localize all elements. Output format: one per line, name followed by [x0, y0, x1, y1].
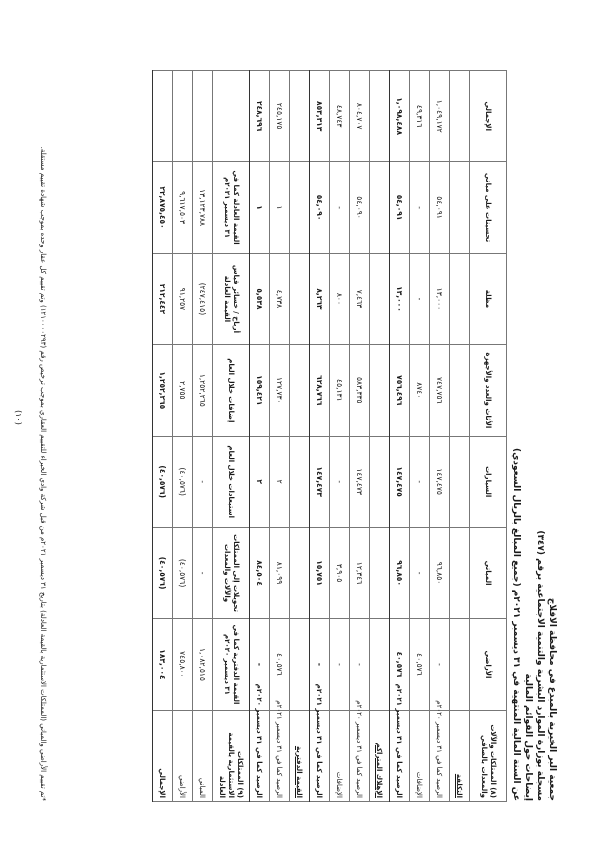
ppe-value-cell: ١	[270, 162, 290, 253]
inv-col-header: أرباح / خسائر قياس القيمة العادلة	[213, 253, 250, 344]
ppe-row-label: القيمة الدفترية	[290, 710, 310, 801]
ppe-value-cell: ٥٤,٠٩١	[430, 162, 450, 253]
inv-value-cell: (٤٠,٥٧٦)	[153, 436, 173, 527]
ppe-value-cell: ٢٤٥,١٧٥	[270, 71, 290, 162]
ppe-value-cell: ٤٥,١٣١	[330, 345, 350, 436]
ppe-value-cell	[370, 162, 390, 253]
col-header: تحسينات على مباني	[470, 162, 507, 253]
inv-spacer-cell	[173, 71, 193, 162]
ppe-value-cell: ٤٠,٥٧٦	[270, 619, 290, 710]
ppe-value-cell: ٧,٤٦٣	[350, 253, 370, 344]
ppe-value-cell: ٤٠,٥٧٦	[390, 619, 410, 710]
ppe-value-cell	[450, 436, 470, 527]
ppe-value-cell	[290, 527, 310, 618]
ppe-value-cell: ١٣,٠٠٠	[390, 253, 410, 344]
ppe-value-cell: ٨٤,٥٠٤	[250, 527, 270, 618]
ppe-row	[330, 71, 350, 802]
ppe-table	[152, 70, 507, 802]
inv-value-cell: ١,٢٥٢,٢٦٥	[193, 345, 213, 436]
ppe-value-cell	[290, 71, 310, 162]
inv-value-cell: -	[193, 436, 213, 527]
ppe-value-cell	[290, 253, 310, 344]
inv-spacer-cell	[153, 71, 173, 162]
ppe-value-cell: ٨٧٤٠	[410, 345, 430, 436]
inv-col-spacer	[213, 71, 250, 162]
inv-spacer-cell	[193, 71, 213, 162]
ppe-value-cell: ٩٦,٨٥٠	[430, 527, 450, 618]
ppe-value-cell: ١٣,٠٠٠	[430, 253, 450, 344]
ppe-value-cell: ٧٥٦,٤٩٦	[390, 345, 410, 436]
ppe-value-cell: ٨,٢٦٣	[310, 253, 330, 344]
ppe-value-cell: ١٢٧,٧٣٠	[270, 345, 290, 436]
ppe-value-cell: -	[310, 619, 330, 710]
ppe-row	[270, 71, 290, 802]
ppe-value-cell: -	[410, 527, 430, 618]
ppe-value-cell: ١	[250, 162, 270, 253]
ppe-value-cell: ٥٤,٠٩١	[390, 162, 410, 253]
inv-value-cell: ١٨٣,٠٠٤	[153, 619, 173, 710]
ppe-row-label: الرصيد كما في ٣١ ديسمبر ٢٠٢٠م	[250, 710, 270, 801]
ppe-value-cell: ٥٨٣,٣٣٥	[350, 345, 370, 436]
ppe-value-cell	[290, 345, 310, 436]
inv-value-cell: ١,٢٥٢,٢٦٥	[153, 345, 173, 436]
ppe-value-cell	[370, 253, 390, 344]
ppe-value-cell: -	[330, 162, 350, 253]
ppe-value-cell	[450, 71, 470, 162]
ppe-value-cell: ٢	[250, 436, 270, 527]
ppe-value-cell: -	[330, 436, 350, 527]
ppe-value-cell: ١٥٩,٤٢١	[250, 345, 270, 436]
inv-value-cell: ٢٢,٨٧٥,٤٥٠	[153, 162, 173, 253]
ppe-value-cell: ٩٦,٨٥٠	[390, 527, 410, 618]
col-header: المباني	[470, 527, 507, 618]
col-header: مظلة	[470, 253, 507, 344]
ppe-value-cell: -	[410, 162, 430, 253]
footnote: *تم تقييم الأراضي والمباني (الممتلكات الاستثمارية بالقيمة العادلة) بتاريخ ٣١ ديسمبر ٢٠٢١م من قبل شركة وادي الخبراء للتقييم العقاري بموجب ترخيص رقم (١٢١٠٠٠٠٢٩٣) وتم تقييم كل عقار وحده بموجب شهادة تقييم مستقلة.	[39, 146, 47, 801]
ppe-value-cell	[370, 71, 390, 162]
page-number: (١٠)	[14, 410, 23, 425]
ppe-row-label: الرصيد كما في ٣١ ديسمبر ٢٠٢١م	[390, 710, 410, 801]
inv-value-cell: ٢,٧٥٥	[173, 345, 193, 436]
inv-value-cell: ٩١,٢٥٧	[173, 253, 193, 344]
inv-col-header: إضافات خلال العام	[213, 345, 250, 436]
ppe-value-cell: -	[330, 619, 350, 710]
ppe-row	[350, 71, 370, 802]
inv-row	[153, 71, 173, 802]
inv-row-label: الإجمالي	[153, 710, 173, 801]
ppe-value-cell: ٤٠,٥٧٦	[410, 619, 430, 710]
ppe-value-cell: ١,٠٩٨,٤٨٨	[390, 71, 410, 162]
inv-row-label: المباني	[193, 710, 213, 801]
ppe-value-cell	[450, 345, 470, 436]
inv-value-cell: (٤٠,٥٧٦)	[173, 436, 193, 527]
inv-value-cell: ٢١٢,٤٤٢	[153, 253, 173, 344]
registration-line: مسجلة بوزارة الموارد البشرية والتنمية الاجتماعية برقم (٣٤٧)	[535, 530, 545, 801]
ppe-value-cell	[450, 619, 470, 710]
ppe-value-cell: ٨٠٠	[330, 253, 350, 344]
ppe-value-cell	[370, 527, 390, 618]
ppe-row-label: التكلفة	[450, 710, 470, 801]
inv-row	[173, 71, 193, 802]
inv-col-header: استبعادات خلال العام	[213, 436, 250, 527]
ppe-row-label: الرصيد كما في ٣١ ديسمبر ٢٠٢٠م	[430, 710, 450, 801]
ppe-title-cell: (٨) الممتلكات والآلات والمعدات بالصافي	[470, 710, 507, 801]
inv-value-cell: (٤٠,٥٧٦)	[173, 527, 193, 618]
ppe-value-cell: ٨١,٠٩٩	[270, 527, 290, 618]
ppe-value-cell: ٢	[270, 436, 290, 527]
inv-value-cell: ٧٤٥,٨٠٠	[173, 619, 193, 710]
ppe-header-row	[470, 71, 507, 802]
ppe-value-cell: ٤٩,٣١٦	[410, 71, 430, 162]
notes-title: إيضاحات حول القوائم المالية	[523, 673, 533, 801]
ppe-row	[310, 71, 330, 802]
ppe-row	[290, 71, 310, 802]
ppe-value-cell: ٨٥٣,٣١٣	[310, 71, 330, 162]
ppe-row	[370, 71, 390, 802]
ppe-row	[410, 71, 430, 802]
ppe-value-cell: ٨٠٤,٧٠٧	[350, 71, 370, 162]
col-header: الإجمالي	[470, 71, 507, 162]
ppe-value-cell: ١٤٧,٤٧٣	[350, 436, 370, 527]
ppe-value-cell: ١٤٧,٤٧٣	[310, 436, 330, 527]
inv-value-cell: (٤٠,٥٧٦)	[153, 527, 173, 618]
ppe-value-cell	[290, 436, 310, 527]
ppe-row	[450, 71, 470, 802]
ppe-value-cell	[370, 345, 390, 436]
inv-value-cell: ٩,٦١٧,٥٠٣	[173, 162, 193, 253]
ppe-row-label: الرصيد كما في ٣١ ديسمبر ٢٠٢١م	[310, 710, 330, 801]
col-header: الأثاث والعدد والأجهزة	[470, 345, 507, 436]
ppe-value-cell: ١٥,٧٥١	[310, 527, 330, 618]
ppe-row-label: الرصيد كما في ٣١ ديسمبر ٢٠٢٠م	[350, 710, 370, 801]
col-header: السيارات	[470, 436, 507, 527]
ppe-value-cell: ١٢,٣٤٦	[350, 527, 370, 618]
inv-row	[193, 71, 213, 802]
ppe-value-cell: -	[250, 619, 270, 710]
ppe-value-cell: ٤٨,٧٤٣	[330, 71, 350, 162]
org-name: جمعية البر الخيرية بالمبدع في محافظة الافلاج	[547, 597, 557, 801]
inv-value-cell: (٢٤٧,٤١٥)	[193, 253, 213, 344]
ppe-value-cell: -	[410, 436, 430, 527]
ppe-value-cell: ٥٤,٠٩٠	[310, 162, 330, 253]
ppe-row	[390, 71, 410, 802]
ppe-value-cell	[450, 253, 470, 344]
ppe-value-cell: ٣,٩٠٥	[330, 527, 350, 618]
ppe-value-cell	[370, 436, 390, 527]
ppe-row-label: الإضافات	[410, 710, 430, 801]
ppe-value-cell	[290, 619, 310, 710]
ppe-value-cell: ٥,٥٣٨	[250, 253, 270, 344]
ppe-row	[250, 71, 270, 802]
ppe-value-cell: ٤,٧٣٨	[270, 253, 290, 344]
col-header: الأراضي	[470, 619, 507, 710]
ppe-value-cell: ١٤٧,٤٧٥	[390, 436, 410, 527]
ppe-value-cell: -	[350, 619, 370, 710]
ppe-value-cell: ١,٠٤٩,١٧٢	[430, 71, 450, 162]
ppe-value-cell: ٢٤٨,٦٩٦	[250, 71, 270, 162]
inv-col-header: القيمة العادلة كما في ٣١ ديسمبر ٢٠٢١م	[213, 162, 250, 253]
period-line: عن السنة المالية المنتهية في ٣١ ديسمبر ٢٠٢١م (جميع المبالغ بالريال السعودي)	[511, 448, 521, 801]
ppe-value-cell	[290, 162, 310, 253]
investments-header-row	[213, 71, 250, 802]
ppe-value-cell	[450, 162, 470, 253]
ppe-value-cell: -	[430, 619, 450, 710]
ppe-value-cell: ٥٤,٠٩٠	[350, 162, 370, 253]
inv-row-label: الأراضي	[173, 710, 193, 801]
ppe-row-label: الإضافات	[330, 710, 350, 801]
ppe-row-label: الرصيد كما في ٣١ ديسمبر ٢٠٢١م	[270, 710, 290, 801]
ppe-row-label: الإهلاك المتراكم	[370, 710, 390, 801]
ppe-value-cell: ٦٢٨,٧٦٦	[310, 345, 330, 436]
inv-value-cell: ١,٠٨٢,٥١٥	[193, 619, 213, 710]
investments-title-cell: (٩) الممتلكات الاستثمارية بالقيمة العادلة	[213, 710, 250, 801]
ppe-row	[430, 71, 450, 802]
inv-value-cell: ١٣,١٢٣,٧٨٨	[193, 162, 213, 253]
ppe-value-cell	[450, 527, 470, 618]
ppe-value-cell: ٧٤٧,٧٥٦	[430, 345, 450, 436]
inv-col-header: القيمة الدفترية كما في ٣١ ديسمبر ٢٠٢٠م	[213, 619, 250, 710]
inv-value-cell: -	[193, 527, 213, 618]
ppe-value-cell: -	[410, 253, 430, 344]
ppe-value-cell	[370, 619, 390, 710]
inv-col-header: تحويلات إلى الممتلكات والآلات والمعدات	[213, 527, 250, 618]
ppe-value-cell: ١٤٧,٤٧٥	[430, 436, 450, 527]
